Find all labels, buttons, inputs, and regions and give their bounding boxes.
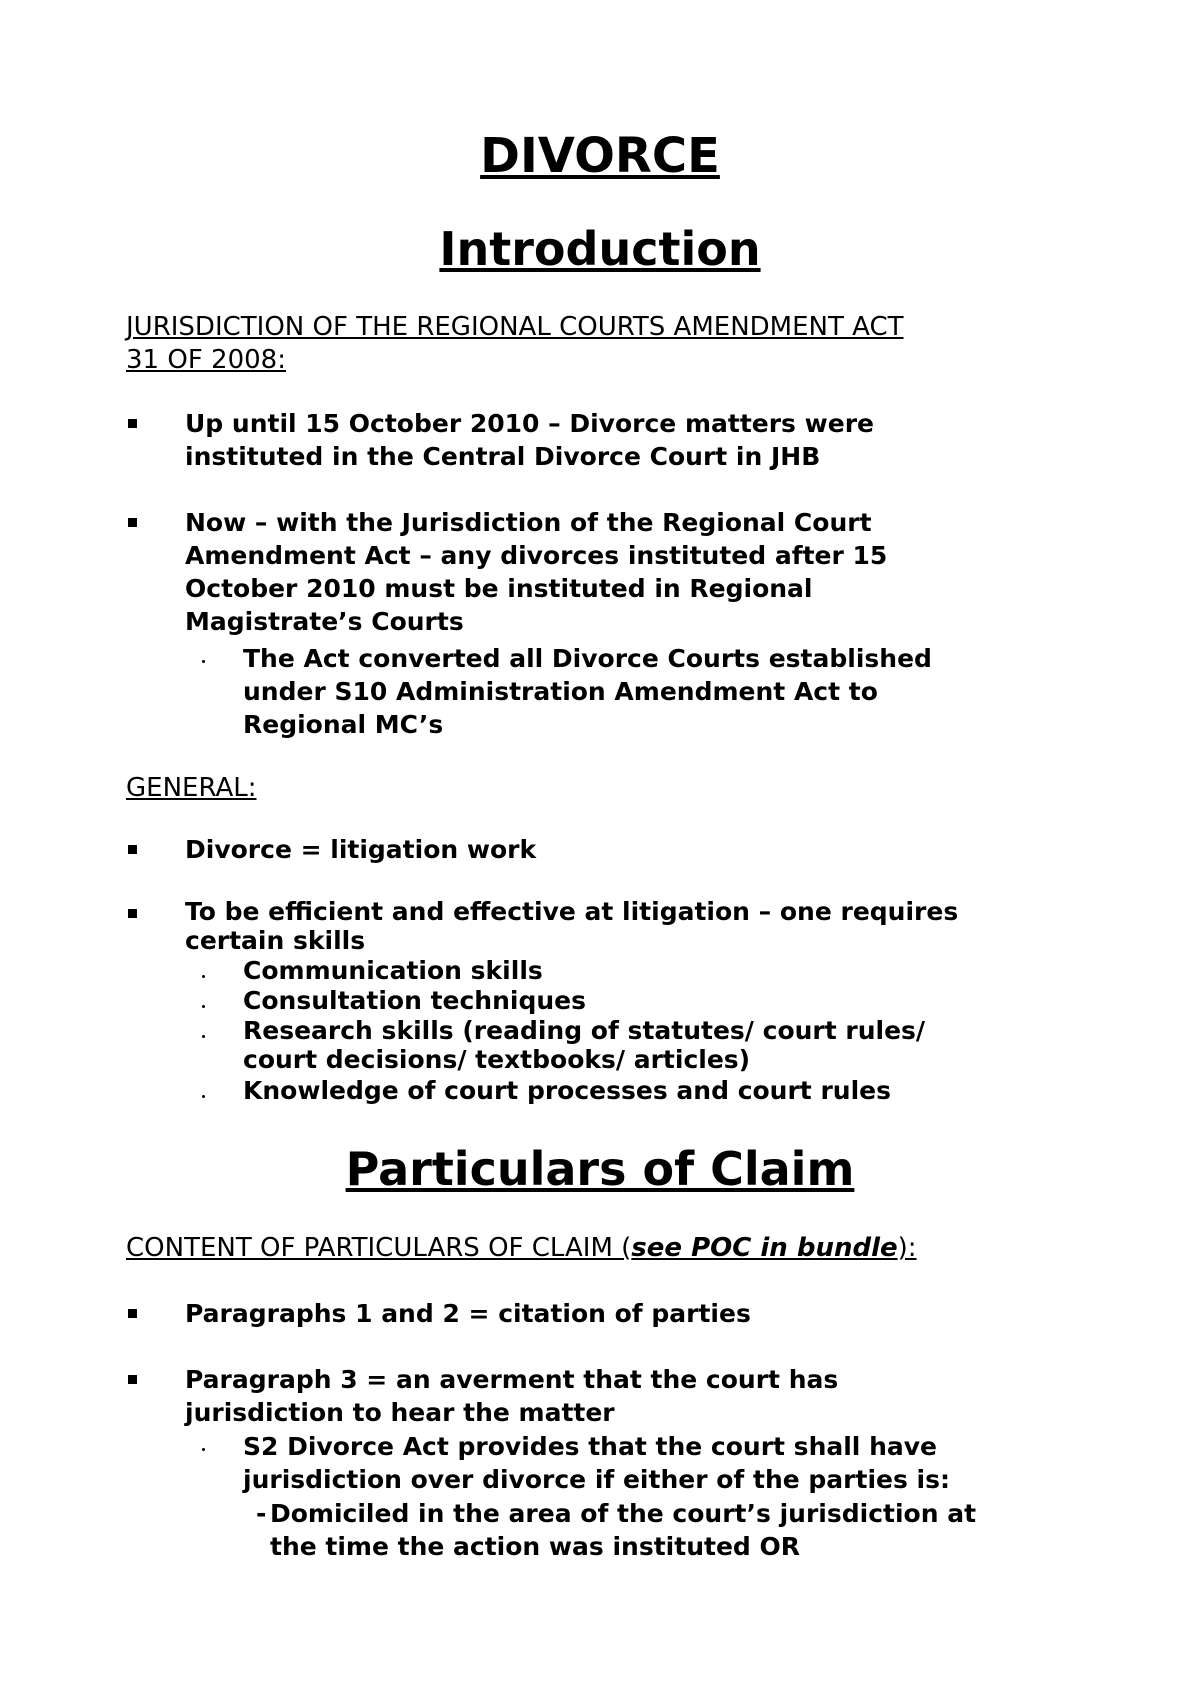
jurisdiction-heading-line1: JURISDICTION OF THE REGIONAL COURTS AMENDMENT ACT bbox=[126, 312, 904, 342]
list-item: Up until 15 October 2010 – Divorce matters were instituted in the Central Divorce Court in JHB bbox=[185, 409, 874, 471]
list-item: Now – with the Jurisdiction of the Regional Court Amendment Act – any divorces instituted after 15 October 2010 must be instituted in Regional Magistrate’s Courts bbox=[185, 508, 888, 636]
list-item: To be efficient and effective at litigation – one requires certain skills bbox=[185, 897, 959, 955]
bullet-dot-icon bbox=[202, 1448, 205, 1451]
bullet-square-icon bbox=[128, 1309, 137, 1318]
bullet-square-icon bbox=[128, 845, 137, 854]
bullet-square-icon bbox=[128, 909, 137, 918]
bullet-square-icon bbox=[128, 1375, 137, 1384]
bullet-square-icon bbox=[128, 419, 137, 428]
bullet-dot-icon bbox=[202, 1035, 205, 1038]
bullet-dot-icon bbox=[202, 660, 205, 663]
bullet-dot-icon bbox=[202, 1005, 205, 1008]
introduction-heading: Introduction bbox=[439, 222, 761, 276]
particulars-of-claim-heading: Particulars of Claim bbox=[345, 1142, 855, 1196]
dash-marker: - bbox=[256, 1499, 267, 1528]
list-item: Paragraphs 1 and 2 = citation of parties bbox=[185, 1299, 751, 1328]
jurisdiction-heading-line2: 31 OF 2008: bbox=[126, 345, 286, 375]
content-heading-italic: see POC in bundle bbox=[631, 1233, 898, 1263]
list-item: Paragraph 3 = an averment that the court has jurisdiction to hear the matter bbox=[185, 1365, 839, 1427]
bullet-dot-icon bbox=[202, 975, 205, 978]
dash-list-item: Domiciled in the area of the court’s jurisdiction at the time the action was instituted OR bbox=[270, 1499, 977, 1561]
sub-list-item: The Act converted all Divorce Courts established under S10 Administration Amendment Act to Regional MC’s bbox=[243, 644, 932, 739]
sub-list-item: Knowledge of court processes and court rules bbox=[243, 1076, 891, 1105]
document-title: DIVORCE bbox=[480, 128, 720, 184]
sub-list-item: Communication skills bbox=[243, 956, 543, 985]
bullet-square-icon bbox=[128, 518, 137, 527]
content-heading: CONTENT OF PARTICULARS OF CLAIM (see POC in bundle): bbox=[126, 1233, 917, 1263]
list-item: Divorce = litigation work bbox=[185, 835, 537, 864]
bullet-dot-icon bbox=[202, 1095, 205, 1098]
sub-list-item: Consultation techniques bbox=[243, 986, 587, 1015]
general-heading: GENERAL: bbox=[126, 773, 257, 803]
sub-list-item: S2 Divorce Act provides that the court shall have jurisdiction over divorce if either of the parties is: bbox=[243, 1432, 951, 1494]
sub-list-item: Research skills (reading of statutes/ court rules/ court decisions/ textbooks/ articles) bbox=[243, 1016, 926, 1074]
